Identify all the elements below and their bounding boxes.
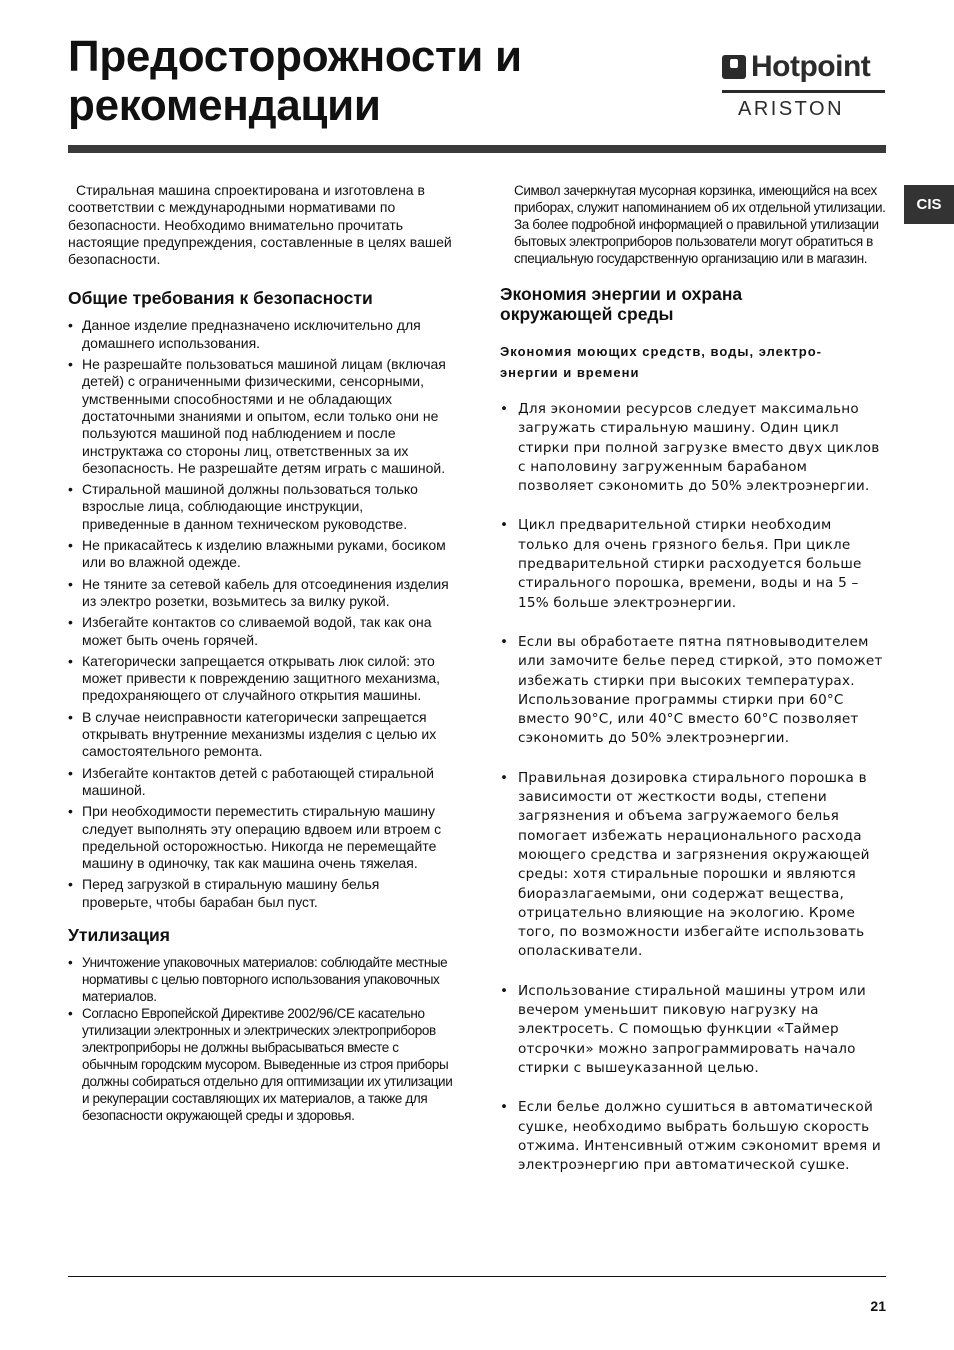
page-number: 21 <box>870 1298 886 1314</box>
brand-mark-icon <box>722 55 746 79</box>
list-item: • Цикл предварительной стирки необходим только для очень грязного белья. При цикле предварительной стирки расходуется больше стирального порошка, времени, воды и на 5 – 15% больше электроэнергии. <box>500 516 886 612</box>
safety-list <box>68 317 453 911</box>
list-item: • Уничтожение упаковочных материалов: соблюдайте местные нормативы с целью повторного использования упаковочных материалов. <box>68 954 453 1005</box>
disposal-cont-paragraph-1: Символ зачеркнутая мусорная корзинка, имеющийся на всех приборах, служит напоминанием об их отдельной утилизации. <box>514 183 886 215</box>
list-item: • Не разрешайте пользоваться машиной лицам (включая детей) с ограниченными физическими, сенсорными, умственными способностями и не обладающих достаточными знаниями и опытом, если только они не пользуются машиной под наблюдением и после инструктажа со стороны лиц, ответственных за их безопасность. Не разрешайте детям играть с машиной. <box>68 356 453 477</box>
energy-subheading: Экономия моющих средств, воды, электро-энергии и времени <box>500 344 822 380</box>
list-item: • Для экономии ресурсов следует максимально загружать стиральную машину. Один цикл стирки при полной загрузке вместо двух циклов с наполовину загруженным барабаном позволяет сэкономить до 50% электроэнергии. <box>500 400 886 496</box>
list-item: • Не прикасайтесь к изделию влажными руками, босиком или во влажной одежде. <box>68 537 453 572</box>
energy-list <box>500 400 886 1175</box>
logo-sub-text: ARISTON <box>738 98 845 120</box>
list-item: • Перед загрузкой в стиральную машину белья проверьте, чтобы барабан был пуст. <box>68 876 453 911</box>
list-item: • При необходимости переместить стиральную машину следует выполнять эту операцию вдвоем или втроем с предельной осторожностью. Никогда не перемещайте машину в одиночку, так как машина очень тяжелая. <box>68 803 453 872</box>
header-rule <box>68 145 886 153</box>
list-item: • В случае неисправности категорически запрещается открывать внутренние механизмы изделия с целью их самостоятельного ремонта. <box>68 709 453 761</box>
language-tab: CIS <box>904 185 954 224</box>
disposal-heading: Утилизация <box>68 924 171 945</box>
left-column <box>68 182 453 1124</box>
intro-paragraph: Стиральная машина спроектирована и изготовлена в соответствии с международными нормативами по безопасности. Необходимо внимательно прочитать настоящие предупреждения, составленные в целях вашей безопасности. <box>68 182 452 268</box>
list-item: • Если вы обработаете пятна пятновыводителем или замочите белье перед стиркой, это поможет избежать стирки при высоких температурах. Использование программы стирки при 60°C вместо 90°C, или 40°C вместо 60°C позволяет сэкономить до 50% электроэнергии. <box>500 633 886 749</box>
brand-logo <box>722 52 887 122</box>
list-item: • Данное изделие предназначено исключительно для домашнего использования. <box>68 317 453 352</box>
logo-divider <box>722 90 885 93</box>
list-item: • Категорически запрещается открывать люк силой: это может привести к повреждению защитного механизма, предохраняющего от случайного открытия машины. <box>68 653 453 705</box>
disposal-cont-paragraph-2: За более подробной информацией о правильной утилизации бытовых электроприборов пользователи могут обратиться в специальную государственную организацию или в магазин. <box>514 217 879 266</box>
safety-heading: Общие требования к безопасности <box>68 288 373 309</box>
list-item: • Правильная дозировка стирального порошка в зависимости от жесткости воды, степени загрязнения и объема загружаемого белья помогает избежать нерационального расхода моющего средства и загрязнения окружающей среды: хотя стиральные порошки и являются биоразлагаемыми, они содержат вещества, отрицательно влияющие на экологию. Кроме того, по возможности избегайте использовать ополаскиватели. <box>500 769 886 962</box>
disposal-list <box>68 954 453 1124</box>
footer-rule <box>68 1276 886 1277</box>
list-item: • Избегайте контактов детей с работающей стиральной машиной. <box>68 765 453 800</box>
right-column <box>500 182 886 1175</box>
list-item: • Согласно Европейской Директиве 2002/96/CE касательно утилизации электронных и электрических электроприборов электроприборы не должны выбрасываться вместе с обычным городским мусором. Выведенные из строя приборы должны собираться отдельно для оптимизации их утилизации и рекуперации составляющих их материалов, а также для безопасности окружающей среды и здоровья. <box>68 1005 453 1124</box>
list-item: • Не тяните за сетевой кабель для отсоединения изделия из электро розетки, возьмитесь за вилку рукой. <box>68 576 453 611</box>
list-item: • Использование стиральной машины утром или вечером уменьшит пиковую нагрузку на электросеть. С помощью функции «Таймер отсрочки» можно запрограммировать начало стирки с вышеуказанной целью. <box>500 982 886 1078</box>
logo-main-text: Hotpoint <box>751 50 871 83</box>
energy-heading: Экономия энергии и охрана окружающей среды <box>500 284 743 324</box>
list-item: • Если белье должно сушиться в автоматической сушке, необходимо выбрать большую скорость отжима. Интенсивный отжим сэкономит время и электроэнергию при автоматической сушке. <box>500 1098 886 1175</box>
list-item: • Стиральной машиной должны пользоваться только взрослые лица, соблюдающие инструкции, приведенные в данном техническом руководстве. <box>68 481 453 533</box>
list-item: • Избегайте контактов со сливаемой водой, так как она может быть очень горячей. <box>68 614 453 649</box>
page-title: Предосторожности и рекомендации <box>68 32 522 130</box>
